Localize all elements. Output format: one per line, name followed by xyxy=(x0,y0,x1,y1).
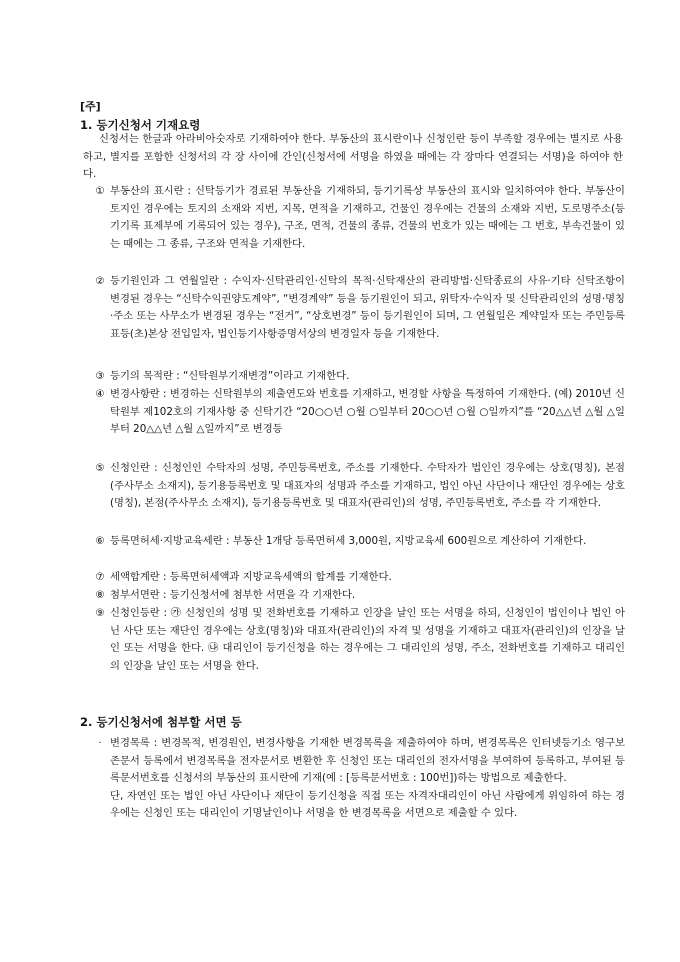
item-marker: ⑨ xyxy=(95,607,105,619)
section-2-bullet xyxy=(93,735,625,823)
item-4 xyxy=(93,386,625,439)
item-marker: ⑧ xyxy=(95,589,105,601)
bullet-continuation: 단, 자연인 또는 법인 아닌 사단이나 재단이 등기신청을 직접 또는 자격자대리인이 아닌 사람에게 위임하여 하는 경우에는 신청인 또는 대리인이 기명날인이나 서명을 한 변경목록을 서면으로 제출할 수 있다. xyxy=(110,789,625,820)
item-text: 첨부서면란 : 등기신청서에 첨부한 서면을 각 기재한다. xyxy=(110,589,356,601)
item-marker: ⑤ xyxy=(95,462,105,474)
section-1-intro: 신청서는 한글과 아라비아숫자로 기재하여야 한다. 부동산의 표시란이나 신청인란 등이 부족할 경우에는 별지로 사용하고, 별지를 포함한 신청서의 각 장 사이에 간인(신청서에 서명을 하였을 때에는 각 장마다 연결되는 서명)을 하여야 한다. xyxy=(83,133,623,181)
item-text: 등기원인과 그 연월일란 : 수익자·신탁관리인·신탁의 목적·신탁재산의 관리방법·신탁종료의 사유·기타 신탁조항이 변경된 경우는 “신탁수익권양도계약”, “변경계약” 등을 등기원인이 되고, 위탁자·수익자 및 신탁관리인의 성명·명칭·주소 또는 사무소가 변경된 경우는 “전거”, “상호변경” 등이 등기원인이 되며, 그 연월일은 계약일자 또는 주민등록표등(초)본상 전입일자, 법인등기사항증명서상의 변경일자 등을 기재한다. xyxy=(110,275,625,340)
bullet-marker: · xyxy=(98,738,102,749)
item-9 xyxy=(93,605,625,675)
item-marker: ⑥ xyxy=(95,535,105,547)
item-text: 등기의 목적란 : “신탁원부기재변경”이라고 기재한다. xyxy=(110,370,350,382)
note-label: [주] xyxy=(80,100,101,113)
item-text: 변경사항란 : 변경하는 신탁원부의 제출연도와 번호를 기재하고, 변경할 사항을 특정하여 기재한다. (예) 2010년 신탁원부 제102호의 기재사항 중 신탁기간 “20○○년 ○월 ○일부터 20○○년 ○월 ○일까지”를 “20△△년 △월 △일부터 20△△년 △월 △일까지”로 변경등 xyxy=(110,388,625,436)
item-5 xyxy=(93,460,625,513)
item-8 xyxy=(93,587,625,605)
item-2 xyxy=(93,273,625,343)
item-text: 등록면허세·지방교육세란 : 부동산 1개당 등록면허세 3,000원, 지방교육세 600원으로 계산하여 기재한다. xyxy=(110,535,587,547)
item-text: 신청인란 : 신청인인 수탁자의 성명, 주민등록번호, 주소를 기재한다. 수탁자가 법인인 경우에는 상호(명칭), 본점(주사무소 소재지), 등기용등록번호 및 대표자의 성명과 주소를 기재하고, 법인 아닌 사단이나 재단인 경우에는 상호(명칭), 본점(주사무소 소재지), 등기용등록번호 및 대표자(관리인)의 성명, 주민등록번호, 주소를 각 기재한다. xyxy=(110,462,625,510)
item-marker: ② xyxy=(95,275,105,287)
item-text: 부동산의 표시란 : 신탁등기가 경료된 부동산을 기재하되, 등기기록상 부동산의 표시와 일치하여야 한다. 부동산이 토지인 경우에는 토지의 소재와 지번, 지목, 면적을 기재하고, 건물인 경우에는 건물의 소재와 지번, 도로명주소(등기기록 표제부에 기록되어 있는 경우), 구조, 면적, 건물의 종류, 건물의 번호가 있는 때에는 그 번호, 부속건물이 있는 때에는 그 종류, 구조와 면적을 기재한다. xyxy=(110,185,625,250)
section-2-heading: 2. 등기신청서에 첨부할 서면 등 xyxy=(80,715,242,729)
item-marker: ① xyxy=(95,185,105,197)
item-marker: ③ xyxy=(95,370,105,382)
item-7 xyxy=(93,569,625,587)
item-1 xyxy=(93,183,625,253)
item-marker: ⑦ xyxy=(95,571,105,583)
item-6 xyxy=(93,533,625,551)
item-3 xyxy=(93,368,625,386)
item-text: 세액합계란 : 등록면허세액과 지방교육세액의 합계를 기재한다. xyxy=(110,571,392,583)
section-1-heading: 1. 등기신청서 기재요령 xyxy=(80,118,201,132)
bullet-text: 변경목록 : 변경목적, 변경원인, 변경사항을 기재한 변경목록을 제출하여야 하며, 변경목록은 인터넷등기소 영구보존문서 등록에서 변경목록을 전자문서로 변환한 후 신청인 또는 대리인의 전자서명을 부여하여 등록하고, 부여된 등록문서번호를 신청서의 부동산의 표시란에 기재(예 : [등록문서번호 : 100번])하는 방법으로 제출한다. xyxy=(110,737,625,785)
item-marker: ④ xyxy=(95,388,105,400)
item-text: 신청인등란 : ㉮ 신청인의 성명 및 전화번호를 기재하고 인장을 날인 또는 서명을 하되, 신청인이 법인이나 법인 아닌 사단 또는 재단인 경우에는 상호(명칭)와 대표자(관리인)의 자격 및 성명을 기재하고 대표자(관리인)의 인장을 날인 또는 서명을 한다. ㉯ 대리인이 등기신청을 하는 경우에는 그 대리인의 성명, 주소, 전화번호를 기재하고 대리인의 인장을 날인 또는 서명을 한다. xyxy=(110,607,625,672)
